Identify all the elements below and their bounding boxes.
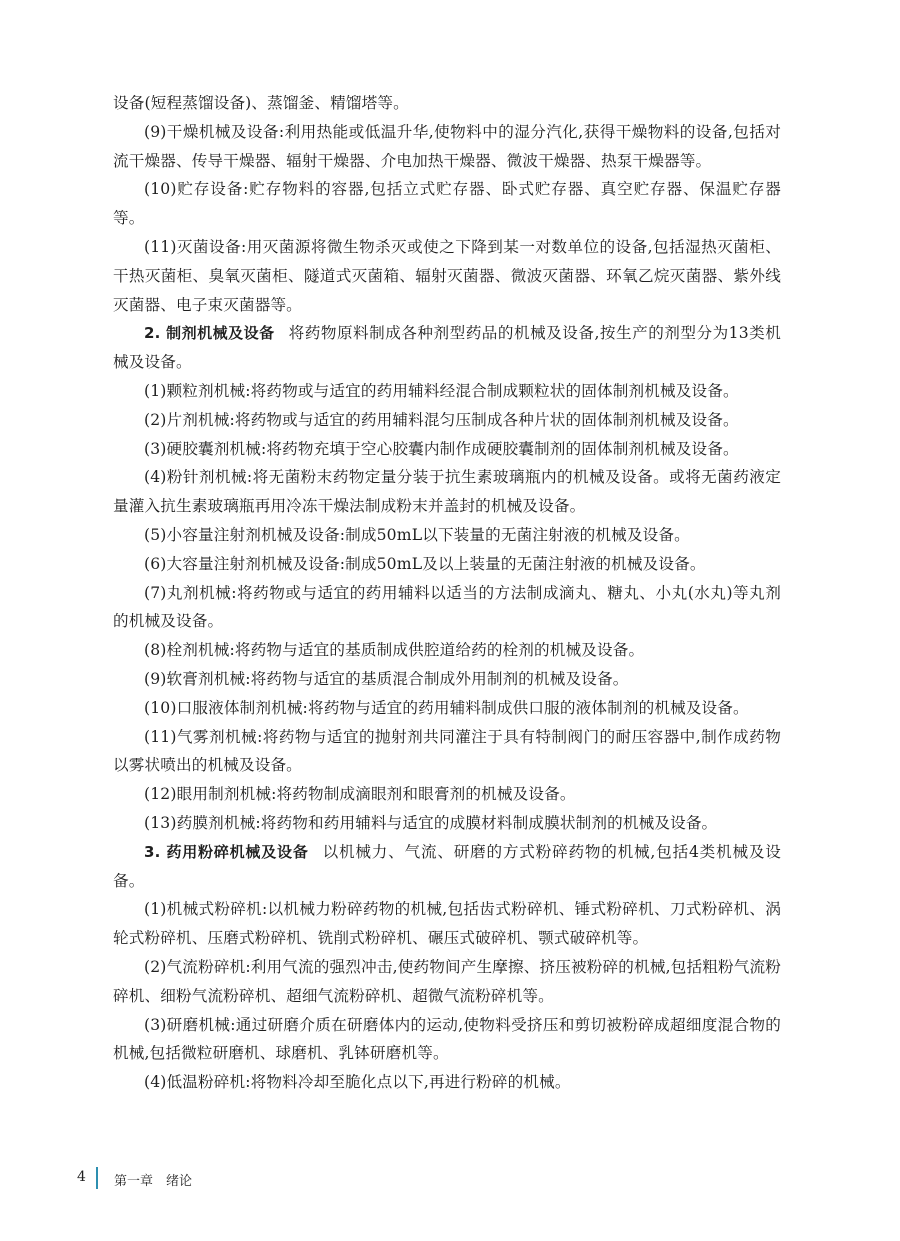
section-heading: 2. 制剂机械及设备 [144, 324, 275, 343]
paragraph-film-machinery: (13)药膜剂机械:将药物和药用辅料与适宜的成膜材料制成膜状制剂的机械及设备。 [144, 813, 718, 832]
section-3-crushing-machinery [113, 838, 781, 896]
paragraph-airflow-crusher: (2)气流粉碎机:利用气流的强烈冲击,使药物间产生摩擦、挤压被粉碎的机械,包括粗粉气流粉碎机、细粉气流粉碎机、超细气流粉碎机、超微气流粉碎机等。 [113, 957, 781, 1005]
page-footer [0, 1167, 900, 1191]
paragraph-item-10-storage: (10)贮存设备:贮存物料的容器,包括立式贮存器、卧式贮存器、真空贮存器、保温贮存器等。 [113, 180, 781, 228]
section-text: 以机械力、气流、研磨的方式粉碎药物的机械,包括4类机械及设备。 [113, 842, 781, 890]
body-text [113, 89, 781, 1097]
footer-divider [96, 1167, 98, 1189]
paragraph-grinding-machinery: (3)研磨机械:通过研磨介质在研磨体内的运动,使物料受挤压和剪切被粉碎成超细度混合物的机械,包括微粒研磨机、球磨机、乳钵研磨机等。 [113, 1015, 781, 1063]
paragraph-aerosol-machinery: (11)气雾剂机械:将药物与适宜的抛射剂共同灌注于具有特制阀门的耐压容器中,制作成药物以雾状喷出的机械及设备。 [113, 727, 781, 775]
paragraph-mechanical-crusher: (1)机械式粉碎机:以机械力粉碎药物的机械,包括齿式粉碎机、锤式粉碎机、刀式粉碎机、涡轮式粉碎机、压磨式粉碎机、铣削式粉碎机、碾压式破碎机、颚式破碎机等。 [113, 900, 781, 948]
paragraph-ointment-machinery: (9)软膏剂机械:将药物与适宜的基质混合制成外用制剂的机械及设备。 [144, 669, 629, 688]
page-number: 4 [77, 1169, 86, 1185]
paragraph-suppository-machinery: (8)栓剂机械:将药物与适宜的基质制成供腔道给药的栓剂的机械及设备。 [144, 641, 645, 660]
section-heading: 3. 药用粉碎机械及设备 [144, 842, 309, 861]
paragraph-low-temperature-crusher: (4)低温粉碎机:将物料冷却至脆化点以下,再进行粉碎的机械。 [144, 1073, 571, 1092]
paragraph-small-volume-injection: (5)小容量注射剂机械及设备:制成50mL以下装量的无菌注射液的机械及设备。 [144, 525, 690, 544]
paragraph-item-11-sterilization: (11)灭菌设备:用灭菌源将微生物杀灭或使之下降到某一对数单位的设备,包括湿热灭菌柜、干热灭菌柜、臭氧灭菌柜、隧道式灭菌箱、辐射灭菌器、微波灭菌器、环氧乙烷灭菌器、紫外线灭菌器、电子束灭菌器等。 [113, 237, 781, 314]
paragraph-capsule-machinery: (3)硬胶囊剂机械:将药物充填于空心胶囊内制作成硬胶囊制剂的固体制剂机械及设备。 [144, 439, 739, 458]
paragraph-pill-machinery: (7)丸剂机械:将药物或与适宜的药用辅料以适当的方法制成滴丸、糖丸、小丸(水丸)等丸剂的机械及设备。 [113, 583, 781, 631]
paragraph-ophthalmic-machinery: (12)眼用制剂机械:将药物制成滴眼剂和眼膏剂的机械及设备。 [144, 785, 576, 804]
paragraph-granule-machinery: (1)颗粒剂机械:将药物或与适宜的药用辅料经混合制成颗粒状的固体制剂机械及设备。 [144, 381, 739, 400]
paragraph-tablet-machinery: (2)片剂机械:将药物或与适宜的药用辅料混匀压制成各种片状的固体制剂机械及设备。 [144, 410, 739, 429]
paragraph-large-volume-injection: (6)大容量注射剂机械及设备:制成50mL及以上装量的无菌注射液的机械及设备。 [144, 554, 706, 573]
paragraph-oral-liquid-machinery: (10)口服液体制剂机械:将药物与适宜的药用辅料制成供口服的液体制剂的机械及设备。 [144, 698, 749, 717]
section-2-preparation-machinery [113, 319, 781, 377]
paragraph-continuation: 设备(短程蒸馏设备)、蒸馏釜、精馏塔等。 [113, 94, 409, 112]
paragraph-powder-injection-machinery: (4)粉针剂机械:将无菌粉末药物定量分装于抗生素玻璃瓶内的机械及设备。或将无菌药液定量灌入抗生素玻璃瓶再用冷冻干燥法制成粉末并盖封的机械及设备。 [113, 468, 781, 516]
section-text: 将药物原料制成各种剂型药品的机械及设备,按生产的剂型分为13类机械及设备。 [113, 324, 781, 372]
chapter-label: 第一章 绪论 [114, 1174, 193, 1189]
paragraph-item-9-drying: (9)干燥机械及设备:利用热能或低温升华,使物料中的湿分汽化,获得干燥物料的设备,包括对流干燥器、传导干燥器、辐射干燥器、介电加热干燥器、微波干燥器、热泵干燥器等。 [113, 122, 781, 170]
